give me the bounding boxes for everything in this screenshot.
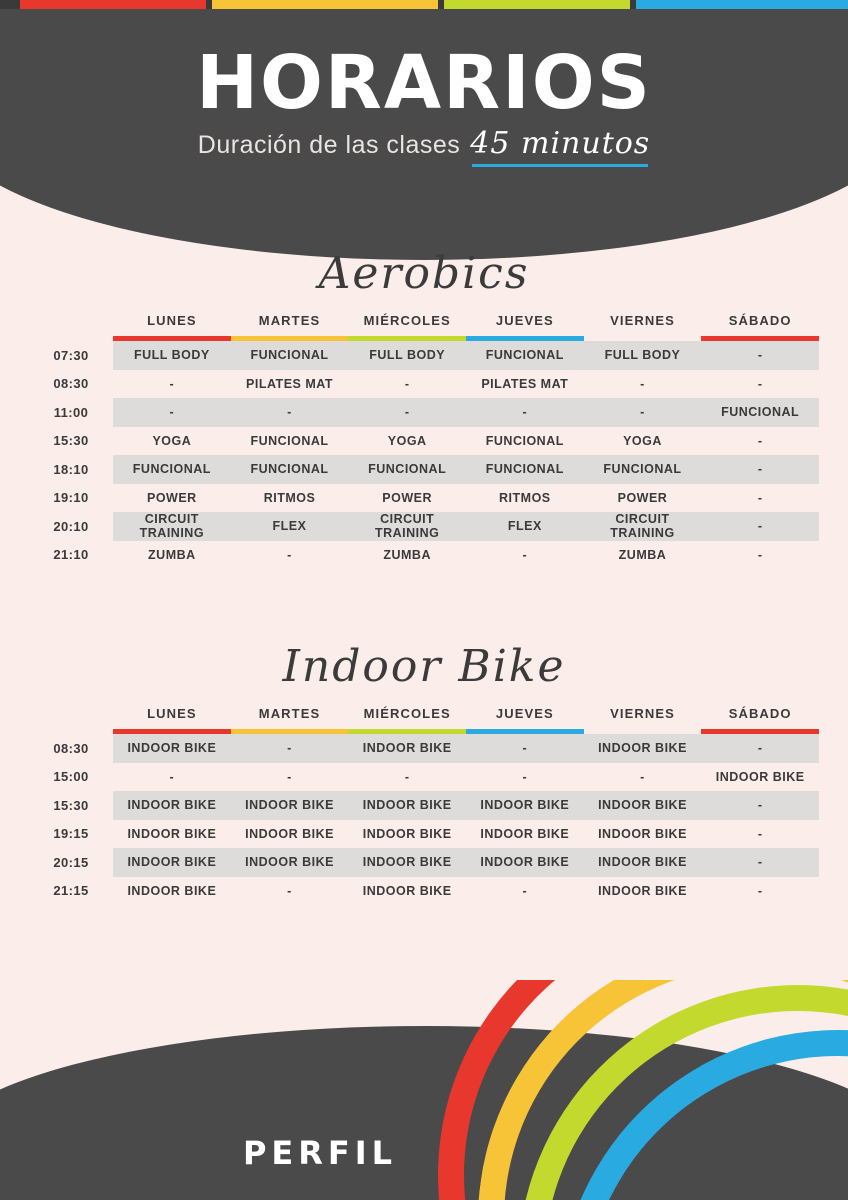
indoor-bike-class-cell: INDOOR BIKE bbox=[584, 791, 702, 820]
aerobics-class-cell: - bbox=[757, 433, 763, 448]
aerobics-class-cell: FUNCIONAL bbox=[250, 433, 329, 448]
aerobics-class-cell: - bbox=[522, 547, 528, 562]
indoor-bike-class-cell: INDOOR BIKE bbox=[113, 734, 231, 763]
indoor-bike-class-cell: INDOOR BIKE bbox=[480, 826, 570, 841]
section-title-indoor-bike: Indoor Bike bbox=[282, 641, 566, 692]
indoor-bike-class-cell: INDOOR BIKE bbox=[348, 734, 466, 763]
indoor-bike-class-cell: INDOOR BIKE bbox=[362, 826, 452, 841]
table-row bbox=[29, 455, 819, 484]
indoor-bike-class-cell: INDOOR BIKE bbox=[231, 791, 349, 820]
aerobics-row-time: 18:10 bbox=[53, 461, 89, 477]
aerobics-schedule-table bbox=[29, 313, 819, 569]
indoor-bike-class-cell: - bbox=[522, 769, 528, 784]
indoor-bike-row-time: 15:30 bbox=[53, 797, 89, 813]
aerobics-class-cell: FUNCIONAL bbox=[231, 341, 349, 370]
aerobics-day-header-martes: MARTES bbox=[258, 313, 321, 328]
aerobics-class-cell: - bbox=[231, 398, 349, 427]
indoor-bike-class-cell: INDOOR BIKE bbox=[362, 883, 452, 898]
schedule-section-indoor-bike bbox=[0, 641, 848, 905]
header-content bbox=[0, 0, 848, 167]
indoor-bike-table-head bbox=[29, 706, 819, 734]
aerobics-day-header-row bbox=[29, 313, 819, 336]
indoor-bike-class-cell: INDOOR BIKE bbox=[598, 883, 687, 898]
table-row bbox=[29, 734, 819, 763]
indoor-bike-class-cell: INDOOR BIKE bbox=[348, 848, 466, 877]
aerobics-class-cell: - bbox=[701, 455, 819, 484]
indoor-bike-class-cell: INDOOR BIKE bbox=[113, 848, 231, 877]
indoor-bike-class-cell: - bbox=[757, 883, 763, 898]
aerobics-row-time: 08:30 bbox=[53, 376, 89, 392]
top-stripe-0 bbox=[0, 0, 20, 9]
aerobics-class-cell: CIRCUIT TRAINING bbox=[113, 512, 231, 541]
indoor-bike-class-cell: - bbox=[169, 769, 175, 784]
aerobics-class-cell: FULL BODY bbox=[584, 341, 702, 370]
indoor-bike-day-header-miércoles: MIÉRCOLES bbox=[363, 706, 451, 721]
aerobics-class-cell: - bbox=[169, 376, 175, 391]
aerobics-row-time: 19:10 bbox=[53, 490, 89, 506]
table-row bbox=[29, 484, 819, 513]
top-stripe-5 bbox=[444, 0, 630, 9]
aerobics-class-cell: RITMOS bbox=[499, 490, 551, 505]
aerobics-day-header-viernes: VIERNES bbox=[610, 313, 675, 328]
indoor-bike-class-cell: INDOOR BIKE bbox=[466, 791, 584, 820]
indoor-bike-day-header-sábado: SÁBADO bbox=[728, 706, 792, 721]
aerobics-class-cell: POWER bbox=[146, 490, 197, 505]
aerobics-class-cell: - bbox=[466, 398, 584, 427]
aerobics-class-cell: FUNCIONAL bbox=[701, 398, 819, 427]
indoor-bike-class-cell: - bbox=[466, 734, 584, 763]
aerobics-class-cell: ZUMBA bbox=[383, 547, 431, 562]
aerobics-class-cell: PILATES MAT bbox=[246, 376, 333, 391]
aerobics-class-cell: - bbox=[757, 490, 763, 505]
indoor-bike-day-header-jueves: JUEVES bbox=[495, 706, 554, 721]
top-stripe-3 bbox=[212, 0, 438, 9]
aerobics-class-cell: FLEX bbox=[466, 512, 584, 541]
aerobics-row-time: 20:10 bbox=[53, 518, 89, 534]
indoor-bike-class-cell: INDOOR BIKE bbox=[598, 826, 687, 841]
indoor-bike-day-header-viernes: VIERNES bbox=[610, 706, 675, 721]
aerobics-class-cell: YOGA bbox=[623, 433, 662, 448]
indoor-bike-class-cell: INDOOR BIKE bbox=[231, 848, 349, 877]
table-row bbox=[29, 341, 819, 370]
aerobics-class-cell: - bbox=[584, 398, 702, 427]
indoor-bike-schedule-table bbox=[29, 706, 819, 905]
table-row bbox=[29, 541, 819, 570]
indoor-bike-row-time: 08:30 bbox=[53, 740, 89, 756]
header-subtitle bbox=[0, 126, 848, 167]
aerobics-class-cell: FULL BODY bbox=[113, 341, 231, 370]
aerobics-class-cell: - bbox=[113, 398, 231, 427]
indoor-bike-class-cell: - bbox=[701, 848, 819, 877]
page-title: HORARIOS bbox=[196, 40, 652, 126]
aerobics-class-cell: - bbox=[701, 512, 819, 541]
indoor-bike-class-cell: INDOOR BIKE bbox=[113, 791, 231, 820]
indoor-bike-row-time: 15:00 bbox=[53, 769, 89, 785]
aerobics-day-header-miércoles: MIÉRCOLES bbox=[363, 313, 451, 328]
aerobics-class-cell: - bbox=[287, 547, 292, 562]
aerobics-class-cell: POWER bbox=[382, 490, 433, 505]
aerobics-class-cell: FUNCIONAL bbox=[348, 455, 466, 484]
top-stripe-7 bbox=[636, 0, 848, 9]
table-row bbox=[29, 512, 819, 541]
indoor-bike-day-header-row bbox=[29, 706, 819, 729]
table-row bbox=[29, 820, 819, 849]
indoor-bike-row-time: 20:15 bbox=[53, 854, 89, 870]
aerobics-row-time: 15:30 bbox=[53, 433, 89, 449]
section-title-aerobics: Aerobics bbox=[318, 248, 530, 299]
aerobics-class-cell: - bbox=[757, 376, 763, 391]
aerobics-class-cell: YOGA bbox=[152, 433, 192, 448]
aerobics-day-header-jueves: JUEVES bbox=[495, 313, 554, 328]
indoor-bike-class-cell: - bbox=[640, 769, 645, 784]
subtitle-duration-label: Duración de las clases bbox=[197, 131, 461, 159]
indoor-bike-class-cell: - bbox=[522, 883, 528, 898]
aerobics-header-time-blank bbox=[29, 313, 113, 336]
aerobics-table-body bbox=[29, 341, 819, 569]
indoor-bike-row-time: 21:15 bbox=[53, 883, 89, 899]
aerobics-class-cell: - bbox=[640, 376, 645, 391]
indoor-bike-class-cell: - bbox=[287, 883, 292, 898]
table-row bbox=[29, 427, 819, 456]
table-row bbox=[29, 370, 819, 399]
table-row bbox=[29, 877, 819, 906]
table-row bbox=[29, 763, 819, 792]
aerobics-class-cell: - bbox=[404, 376, 410, 391]
aerobics-day-header-lunes: LUNES bbox=[147, 313, 197, 328]
indoor-bike-class-cell: INDOOR BIKE bbox=[466, 848, 584, 877]
aerobics-class-cell: FUNCIONAL bbox=[231, 455, 349, 484]
aerobics-class-cell: FLEX bbox=[231, 512, 349, 541]
aerobics-class-cell: YOGA bbox=[387, 433, 427, 448]
brand-logo: PERFIL bbox=[242, 1134, 398, 1172]
aerobics-class-cell: CIRCUIT TRAINING bbox=[584, 512, 702, 541]
aerobics-class-cell: FULL BODY bbox=[348, 341, 466, 370]
aerobics-row-time: 11:00 bbox=[53, 404, 89, 420]
indoor-bike-class-cell: INDOOR BIKE bbox=[245, 826, 334, 841]
aerobics-class-cell: CIRCUIT TRAINING bbox=[348, 512, 466, 541]
aerobics-row-time: 07:30 bbox=[53, 347, 89, 363]
indoor-bike-class-cell: - bbox=[701, 734, 819, 763]
indoor-bike-class-cell: INDOOR BIKE bbox=[127, 826, 217, 841]
subtitle-duration-value: 45 minutos bbox=[470, 126, 650, 167]
aerobics-class-cell: ZUMBA bbox=[148, 547, 196, 562]
aerobics-class-cell: FUNCIONAL bbox=[485, 433, 564, 448]
indoor-bike-day-header-lunes: LUNES bbox=[147, 706, 197, 721]
aerobics-row-time: 21:10 bbox=[53, 547, 89, 563]
indoor-bike-day-header-martes: MARTES bbox=[258, 706, 321, 721]
indoor-bike-class-cell: - bbox=[757, 826, 763, 841]
aerobics-class-cell: ZUMBA bbox=[618, 547, 667, 562]
aerobics-class-cell: - bbox=[348, 398, 466, 427]
indoor-bike-class-cell: INDOOR BIKE bbox=[715, 769, 805, 784]
table-row bbox=[29, 398, 819, 427]
indoor-bike-class-cell: INDOOR BIKE bbox=[584, 848, 702, 877]
indoor-bike-table-body bbox=[29, 734, 819, 905]
aerobics-class-cell: PILATES MAT bbox=[481, 376, 569, 391]
indoor-bike-class-cell: INDOOR BIKE bbox=[348, 791, 466, 820]
top-stripe-1 bbox=[20, 0, 206, 9]
aerobics-table-head bbox=[29, 313, 819, 341]
indoor-bike-class-cell: - bbox=[231, 734, 349, 763]
aerobics-class-cell: RITMOS bbox=[263, 490, 316, 505]
indoor-bike-class-cell: - bbox=[287, 769, 292, 784]
aerobics-class-cell: FUNCIONAL bbox=[584, 455, 702, 484]
aerobics-day-header-sábado: SÁBADO bbox=[728, 313, 792, 328]
table-row bbox=[29, 791, 819, 820]
top-color-stripes bbox=[0, 0, 848, 9]
aerobics-class-cell: FUNCIONAL bbox=[466, 455, 584, 484]
aerobics-class-cell: FUNCIONAL bbox=[113, 455, 231, 484]
indoor-bike-class-cell: INDOOR BIKE bbox=[584, 734, 702, 763]
indoor-bike-class-cell: - bbox=[404, 769, 410, 784]
indoor-bike-class-cell: - bbox=[701, 791, 819, 820]
schedule-section-aerobics bbox=[0, 248, 848, 569]
aerobics-class-cell: - bbox=[701, 341, 819, 370]
aerobics-class-cell: POWER bbox=[617, 490, 668, 505]
indoor-bike-class-cell: INDOOR BIKE bbox=[127, 883, 217, 898]
aerobics-class-cell: - bbox=[757, 547, 763, 562]
table-row bbox=[29, 848, 819, 877]
aerobics-class-cell: FUNCIONAL bbox=[466, 341, 584, 370]
indoor-bike-header-time-blank bbox=[29, 706, 113, 729]
indoor-bike-row-time: 19:15 bbox=[53, 826, 89, 842]
